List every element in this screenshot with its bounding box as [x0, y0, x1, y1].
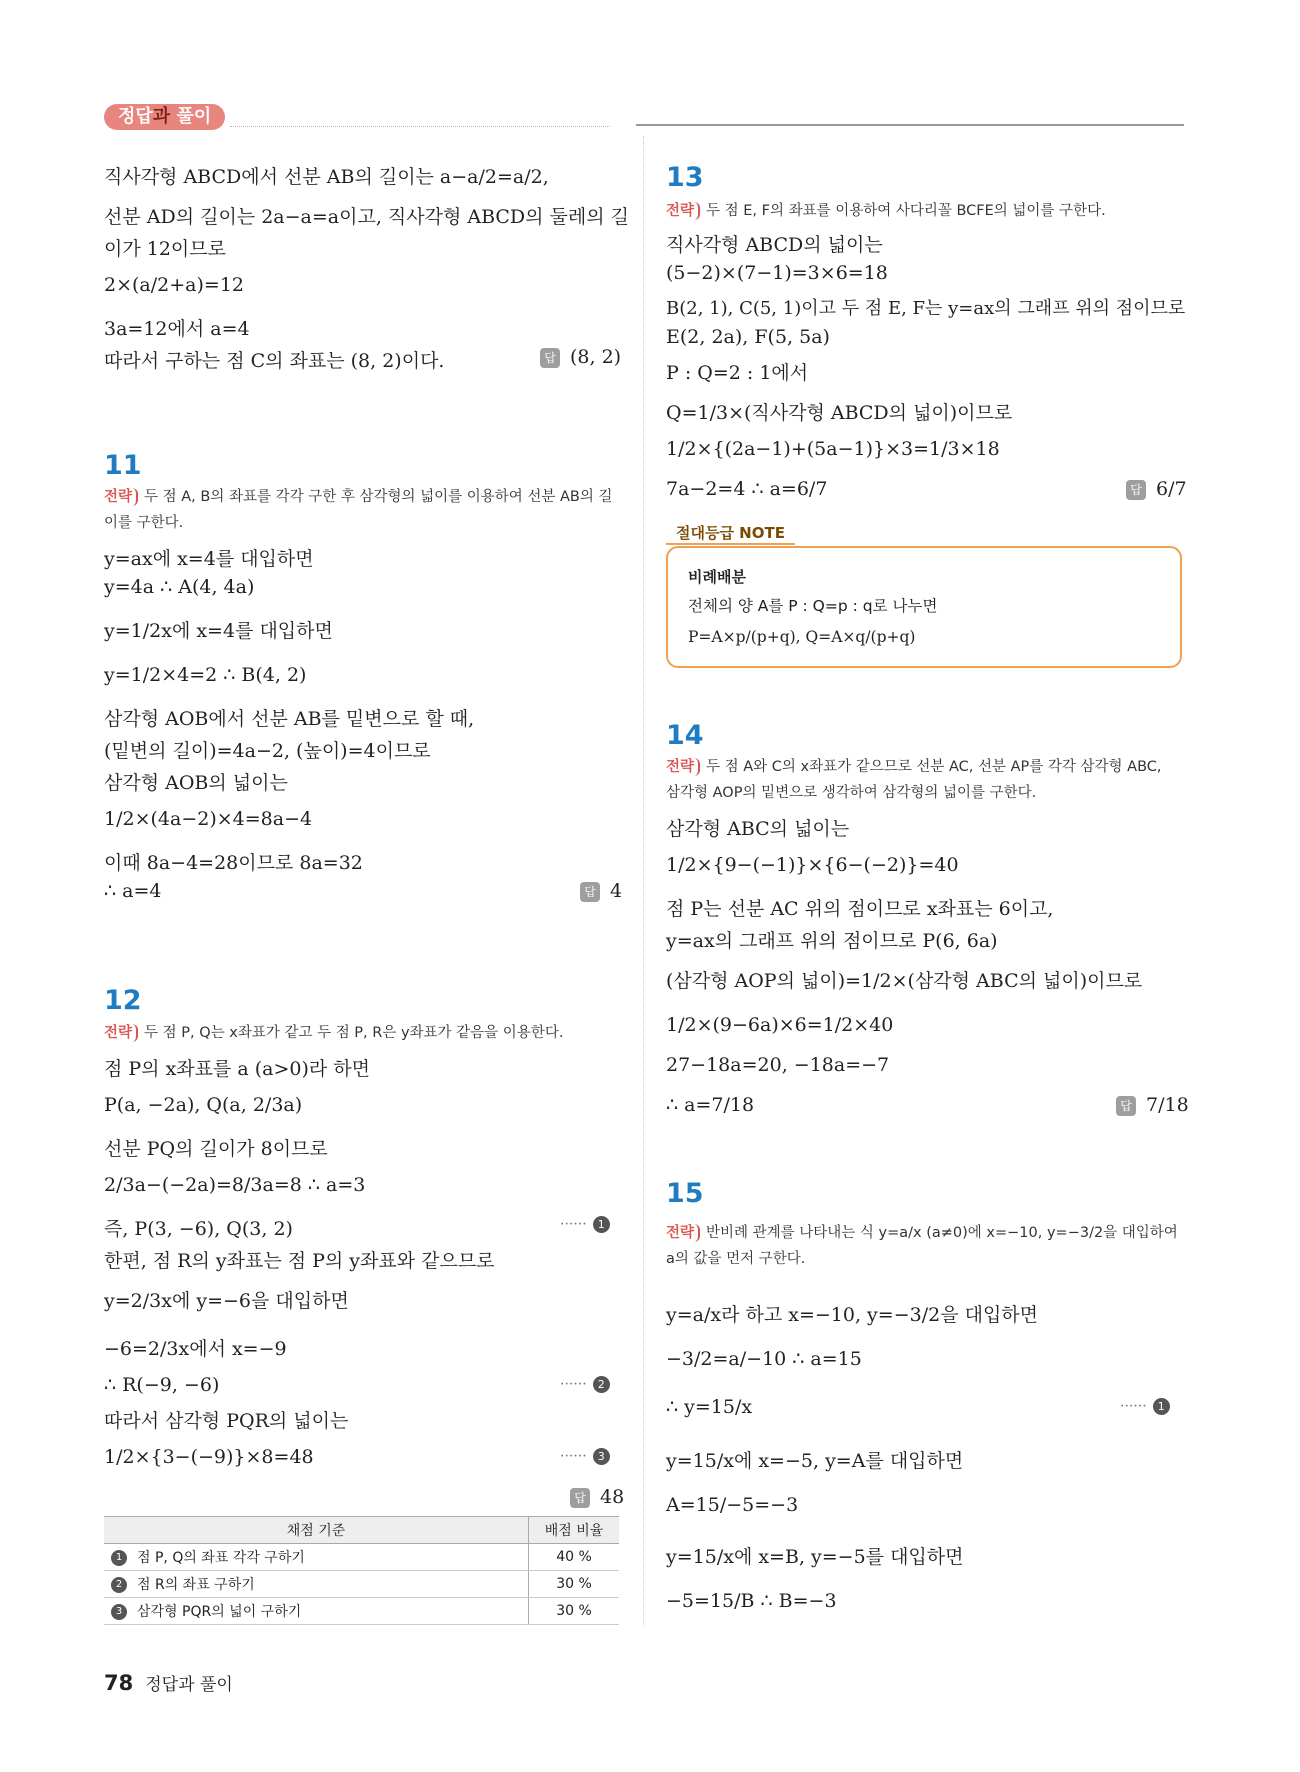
solution-line: 3a=12에서 a=4 [104, 318, 250, 340]
solution-line: y=2/3x에 y=−6을 대입하면 [104, 1290, 349, 1312]
answer [540, 346, 621, 368]
solution-line: (밑변의 길이)=4a−2, (높이)=4이므로 [104, 740, 431, 762]
page-number: 78 [104, 1671, 134, 1695]
solution-line: ∴ a=7/18 [666, 1094, 755, 1116]
solution-line: 7a−2=4 ∴ a=6/7 [666, 478, 828, 500]
criterion-text: 점 R의 좌표 구하기 [137, 1577, 255, 1593]
answer [1116, 1094, 1189, 1116]
answer-value: 7/18 [1146, 1094, 1189, 1116]
solution-line: −6=2/3x에서 x=−9 [104, 1338, 287, 1360]
answer-value: 48 [600, 1486, 625, 1508]
answer [580, 880, 622, 902]
step-number: 2 [593, 1376, 610, 1393]
solution-line: B(2, 1), C(5, 1)이고 두 점 E, F는 y=ax의 그래프 위의 점이므로 [666, 298, 1186, 319]
solution-line: 직사각형 ABCD에서 선분 AB의 길이는 a−a/2=a/2, [104, 166, 549, 188]
step-number: 1 [593, 1216, 610, 1233]
solution-line: 이때 8a−4=28이므로 8a=32 [104, 852, 363, 874]
problem-number: 15 [666, 1178, 704, 1209]
note-line: P=A×p/(p+q), Q=A×q/(p+q) [688, 628, 916, 646]
badge-text-1: 정답 [118, 106, 153, 127]
criterion-number: 3 [111, 1604, 127, 1620]
answer-icon: 답 [1126, 480, 1146, 500]
table-header-row [104, 1517, 619, 1544]
note-line: 전체의 양 A를 P : Q=p : q로 나누면 [688, 597, 938, 615]
solution-line: y=4a ∴ A(4, 4a) [104, 576, 255, 598]
solution-line: (5−2)×(7−1)=3×6=18 [666, 262, 888, 284]
top-divider-left [230, 126, 610, 127]
strategy [666, 198, 1178, 224]
step-marker: ······ 1 [560, 1216, 610, 1233]
strategy-text: 두 점 P, Q는 x좌표가 같고 두 점 P, R은 y좌표가 같음을 이용한다. [144, 1025, 564, 1041]
solution-line: 직사각형 ABCD의 넓이는 [666, 234, 883, 256]
answer [570, 1486, 624, 1508]
solution-line: 27−18a=20, −18a=−7 [666, 1054, 890, 1076]
strategy-text: 두 점 A와 C의 x좌표가 같으므로 선분 AC, 선분 AP를 각각 삼각형 ABC, 삼각형 AOP의 밑변으로 생각하여 삼각형의 넓이를 구한다. [666, 759, 1162, 801]
ratio-cell: 30 % [529, 1598, 620, 1625]
solution-line: −5=15/B ∴ B=−3 [666, 1590, 837, 1612]
strategy-tag: 전략 [666, 1224, 700, 1242]
strategy [666, 1220, 1178, 1272]
strategy [666, 754, 1178, 806]
solution-line: E(2, 2a), F(5, 5a) [666, 326, 830, 348]
solution-line: 1/2×{9−(−1)}×{6−(−2)}=40 [666, 854, 959, 876]
step-number: 3 [593, 1448, 610, 1465]
answer-icon: 답 [580, 882, 600, 902]
step-number: 1 [1153, 1398, 1170, 1415]
criterion-text: 점 P, Q의 좌표 각각 구하기 [137, 1550, 305, 1566]
solution-line: ∴ y=15/x [666, 1396, 753, 1418]
answer-icon: 답 [570, 1488, 590, 1508]
solution-line: 점 P는 선분 AC 위의 점이므로 x좌표는 6이고, [666, 898, 1054, 920]
solution-line: 즉, P(3, −6), Q(3, 2) [104, 1218, 293, 1240]
solution-line: 1/2×(4a−2)×4=8a−4 [104, 808, 313, 830]
solution-line: y=15/x에 x=−5, y=A를 대입하면 [666, 1450, 964, 1472]
answer-value: 6/7 [1156, 478, 1187, 500]
criterion-text: 삼각형 PQR의 넓이 구하기 [137, 1604, 302, 1620]
solution-line: (삼각형 AOP의 넓이)=1/2×(삼각형 ABC의 넓이)이므로 [666, 970, 1143, 992]
solution-line: y=15/x에 x=B, y=−5를 대입하면 [666, 1546, 964, 1568]
solution-line: 2/3a−(−2a)=8/3a=8 ∴ a=3 [104, 1174, 366, 1196]
table-row [104, 1544, 619, 1571]
solution-line: 따라서 구하는 점 C의 좌표는 (8, 2)이다. [104, 350, 445, 372]
criterion-number: 2 [111, 1577, 127, 1593]
solution-line: y=ax의 그래프 위의 점이므로 P(6, 6a) [666, 930, 998, 952]
solution-line: P : Q=2 : 1에서 [666, 362, 809, 384]
strategy-text: 두 점 A, B의 좌표를 각각 구한 후 삼각형의 넓이를 이용하여 선분 AB의 길이를 구한다. [104, 489, 613, 531]
solution-line: 삼각형 AOB의 넓이는 [104, 772, 288, 794]
note-heading: 비례배분 [688, 568, 746, 586]
solution-line: 따라서 삼각형 PQR의 넓이는 [104, 1410, 349, 1432]
step-marker: ······ 3 [560, 1448, 610, 1465]
answer-value: 4 [610, 880, 623, 902]
ratio-cell: 40 % [529, 1544, 620, 1571]
strategy [104, 1020, 619, 1046]
criterion-cell [104, 1544, 529, 1571]
badge-text-3: 풀이 [176, 106, 212, 127]
solution-line: 2×(a/2+a)=12 [104, 274, 244, 296]
solution-line: y=1/2x에 x=4를 대입하면 [104, 620, 333, 642]
top-divider-right [636, 124, 1184, 126]
table-row [104, 1571, 619, 1598]
strategy [104, 484, 619, 536]
solution-line: y=a/x라 하고 x=−10, y=−3/2을 대입하면 [666, 1304, 1039, 1326]
criterion-number: 1 [111, 1550, 127, 1566]
scoring-table [104, 1516, 619, 1625]
problem-number: 12 [104, 985, 142, 1016]
solution-line: 한편, 점 R의 y좌표는 점 P의 y좌표와 같으므로 [104, 1250, 495, 1272]
step-marker: ······ 1 [1120, 1398, 1170, 1415]
ratio-cell: 30 % [529, 1571, 620, 1598]
strategy-text: 반비례 관계를 나타내는 식 y=a/x (a≠0)에 x=−10, y=−3/2을 대입하여 a의 값을 먼저 구한다. [666, 1225, 1178, 1267]
note-box [666, 546, 1182, 668]
solution-line: Q=1/3×(직사각형 ABCD의 넓이)이므로 [666, 402, 1013, 424]
criterion-cell [104, 1571, 529, 1598]
solution-line: 선분 PQ의 길이가 8이므로 [104, 1138, 328, 1160]
strategy-tag: 전략 [104, 1024, 138, 1042]
solution-line: y=1/2×4=2 ∴ B(4, 2) [104, 664, 307, 686]
solution-line: P(a, −2a), Q(a, 2/3a) [104, 1094, 303, 1116]
solution-line: 1/2×{3−(−9)}×8=48 [104, 1446, 314, 1468]
column-divider [643, 136, 644, 1626]
solution-line: 삼각형 ABC의 넓이는 [666, 818, 850, 840]
problem-number: 11 [104, 450, 142, 481]
answer-icon: 답 [540, 348, 560, 368]
solution-line: ∴ R(−9, −6) [104, 1374, 220, 1396]
solution-line: 삼각형 AOB에서 선분 AB를 밑변으로 할 때, [104, 708, 475, 730]
criterion-cell [104, 1598, 529, 1625]
solution-line: 점 P의 x좌표를 a (a>0)라 하면 [104, 1058, 371, 1080]
answer [1126, 478, 1187, 500]
solution-line: 1/2×(9−6a)×6=1/2×40 [666, 1014, 894, 1036]
strategy-tag: 전략 [666, 202, 700, 220]
problem-number: 14 [666, 720, 704, 751]
section-badge [104, 104, 225, 130]
solution-line: −3/2=a/−10 ∴ a=15 [666, 1348, 862, 1370]
table-header: 배점 비율 [529, 1517, 620, 1544]
solution-line: y=ax에 x=4를 대입하면 [104, 548, 314, 570]
strategy-tag: 전략 [666, 758, 700, 776]
answer-icon: 답 [1116, 1096, 1136, 1116]
page-footer [104, 1670, 233, 1695]
solution-line: 선분 AD의 길이는 2a−a=a이고, 직사각형 ABCD의 둘레의 길 [104, 206, 630, 228]
solution-line: ∴ a=4 [104, 880, 162, 902]
step-marker: ······ 2 [560, 1376, 610, 1393]
solution-line: 이가 12이므로 [104, 238, 226, 260]
solution-line: A=15/−5=−3 [666, 1494, 799, 1516]
strategy-text: 두 점 E, F의 좌표를 이용하여 사다리꼴 BCFE의 넓이를 구한다. [706, 203, 1106, 219]
solution-line: 1/2×{(2a−1)+(5a−1)}×3=1/3×18 [666, 438, 1000, 460]
footer-title: 정답과 풀이 [145, 1675, 233, 1695]
table-row [104, 1598, 619, 1625]
note-title: 절대등급 NOTE [666, 522, 795, 545]
table-header: 채점 기준 [104, 1517, 529, 1544]
badge-text-2: 과 [152, 106, 177, 127]
strategy-tag: 전략 [104, 488, 138, 506]
answer-value: (8, 2) [570, 346, 622, 368]
problem-number: 13 [666, 162, 704, 193]
